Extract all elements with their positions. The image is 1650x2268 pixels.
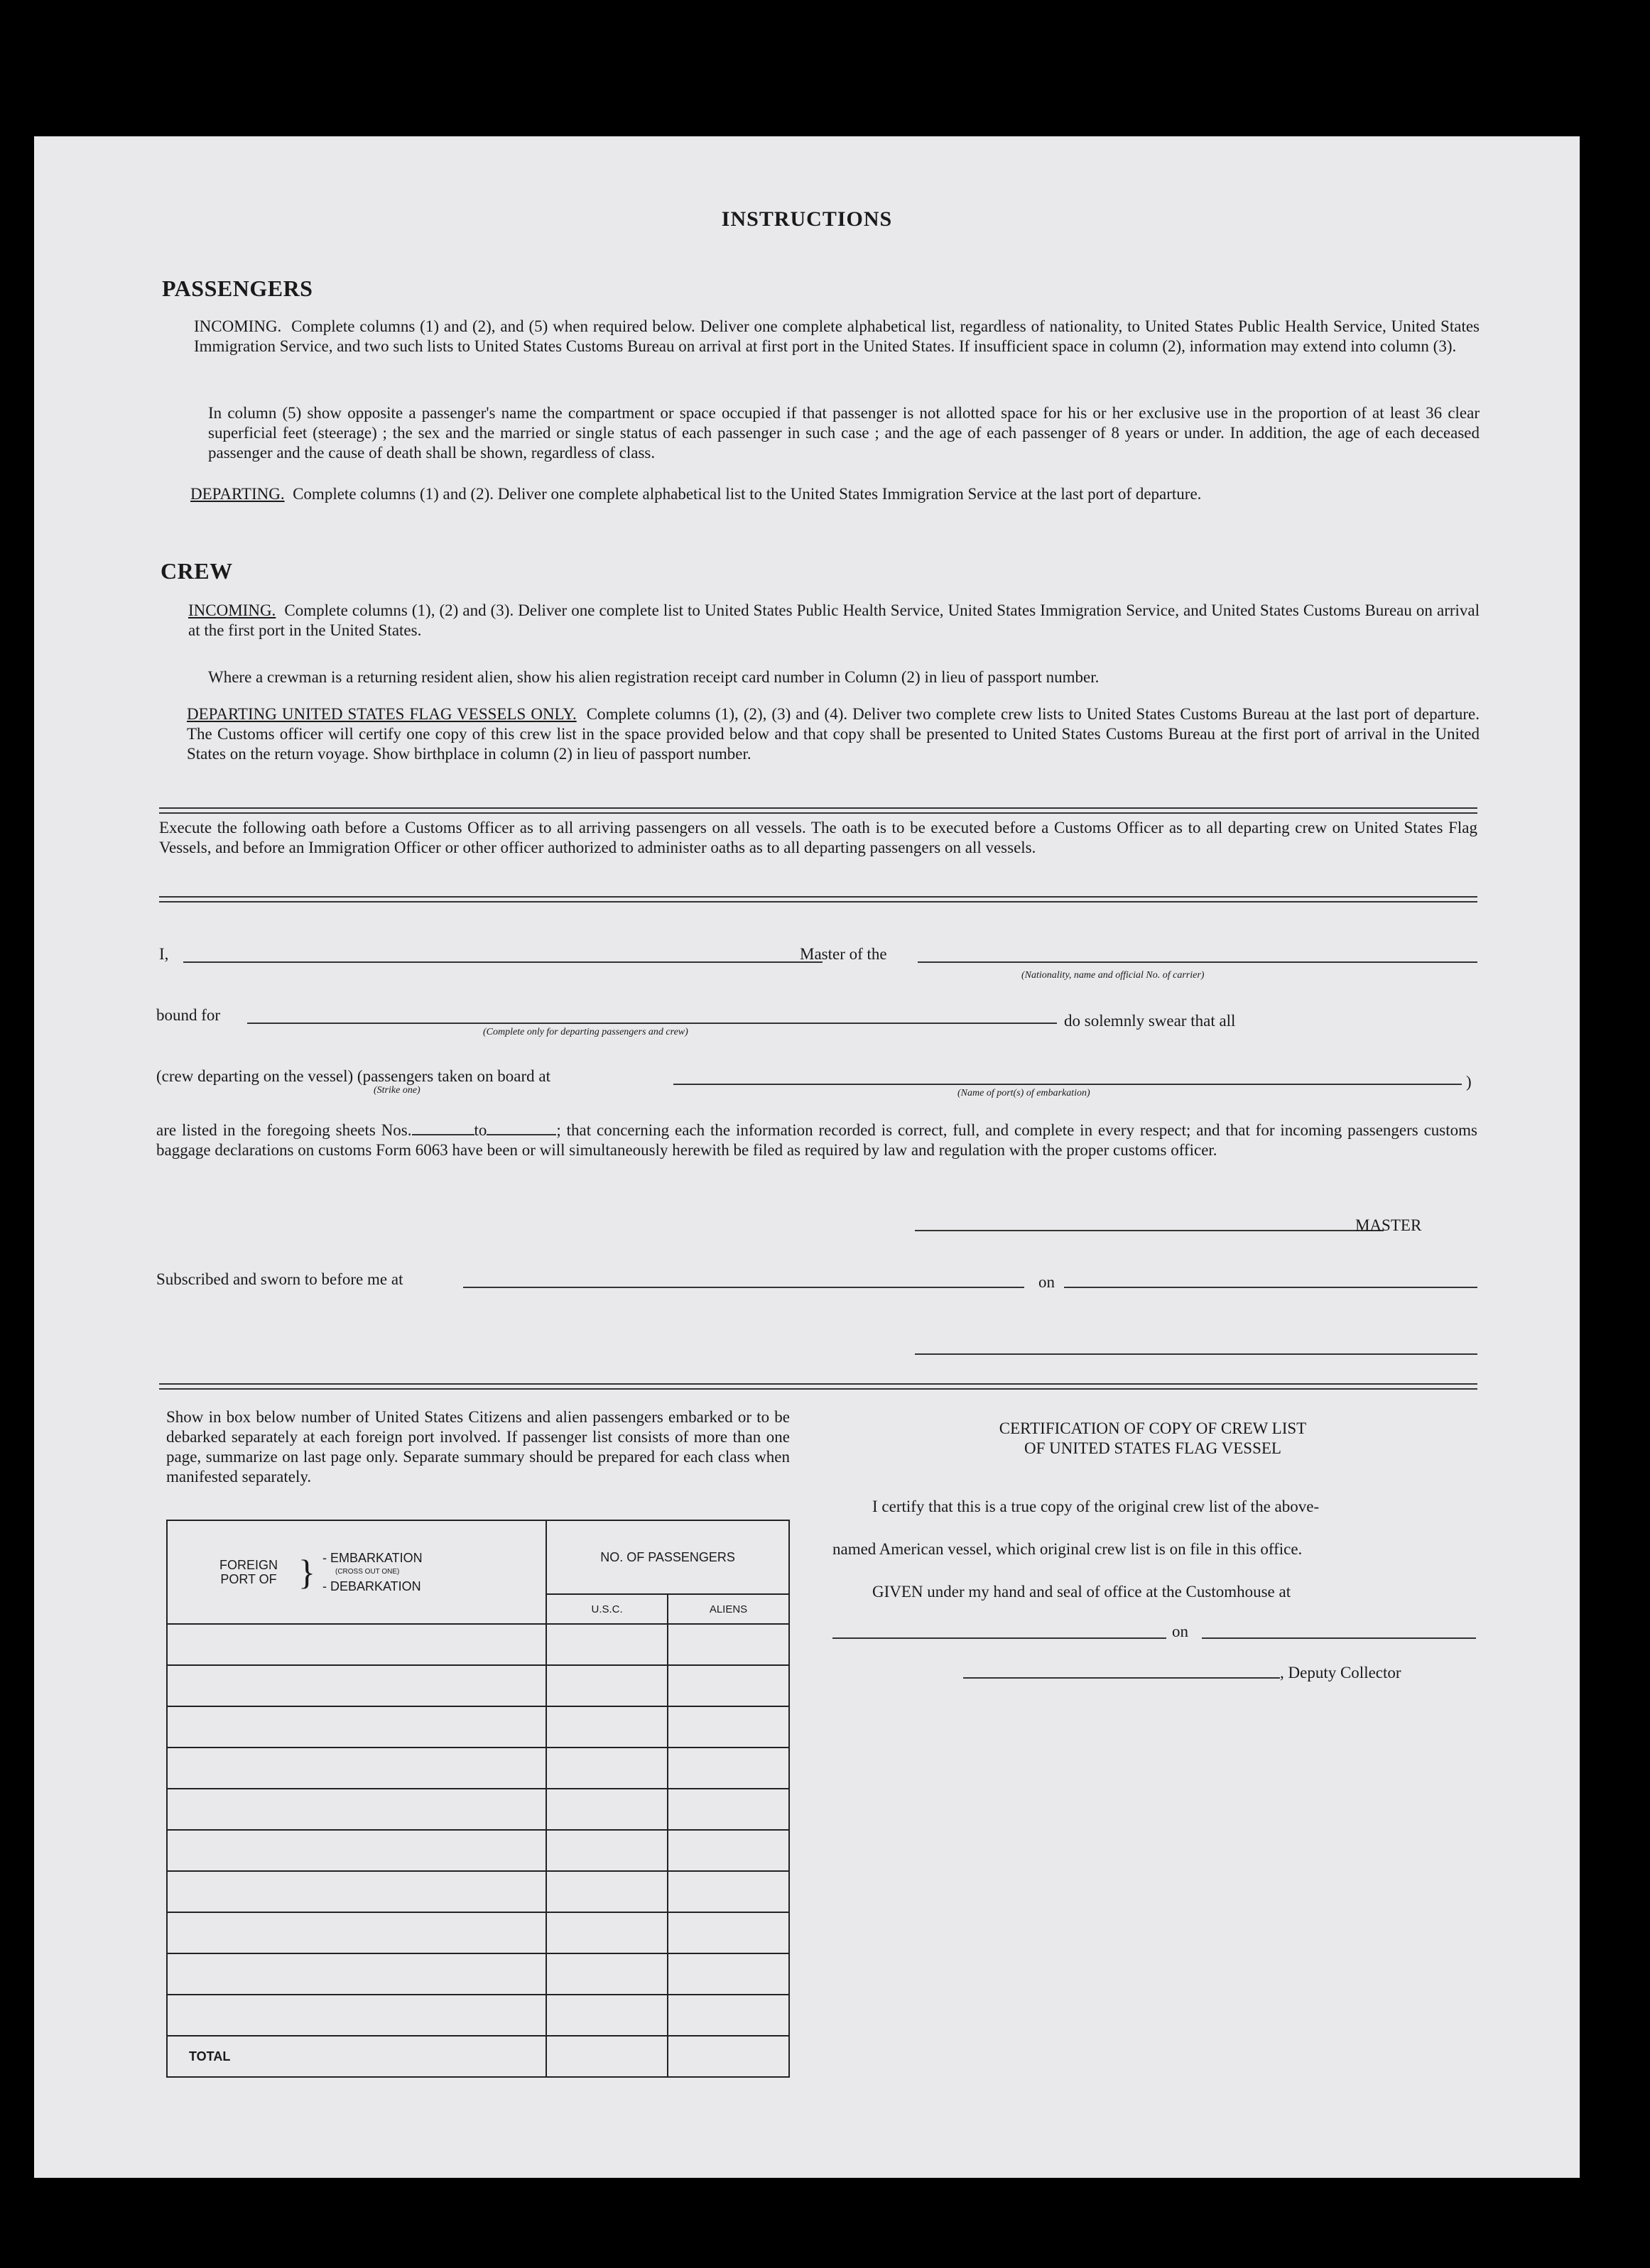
certification-title-line2: OF UNITED STATES FLAG VESSEL	[1024, 1439, 1281, 1457]
aliens-cell[interactable]	[668, 1995, 789, 2036]
oath-crew-passengers: (crew departing on the vessel) (passengers taken on board at	[156, 1067, 550, 1085]
oath-intro: Execute the following oath before a Customs Officer as to all arriving passengers on all vessels. The oath is to be executed before a Customs Officer as to all departing crew on United States Flag Vessels, and before an Immigration Officer or other officer authorized to administer oaths as to all departing passengers on all vessels.	[159, 819, 1477, 856]
table-row	[167, 1665, 789, 1706]
oath-master-of-the: Master of the	[800, 945, 887, 963]
usc-cell[interactable]	[546, 1871, 668, 1912]
usc-cell[interactable]	[546, 1995, 668, 2036]
oath-listed-a: are listed in the foregoing sheets Nos.	[156, 1121, 412, 1139]
passengers-column5: In column (5) show opposite a passenger's name the compartment or space occupied if that passenger is not allotted space for his or her exclusive use in the proportion of at least 36 clear superficial feet (steerage) ; the sex and the married or single status of each passenger in such case ; and the age of each passenger of 8 years or under. In addition, the age of each deceased passenger and the cause of death shall be shown, regardless of class.	[208, 404, 1480, 462]
port-cell[interactable]	[167, 1789, 546, 1830]
aliens-cell[interactable]	[668, 1953, 789, 1995]
debarkation-label[interactable]: - DEBARKATION	[322, 1579, 421, 1593]
aliens-cell[interactable]	[668, 1665, 789, 1706]
deputy-collector-signature-line[interactable]	[963, 1677, 1280, 1679]
embarkation-label[interactable]: - EMBARKATION	[322, 1551, 423, 1565]
certification-title-line1: CERTIFICATION OF COPY OF CREW LIST	[999, 1419, 1307, 1437]
oath-listed-b: ; that concerning each the information recorded is correct, full, and complete in every respect; and that for incoming passengers customs baggage declarations on customs Form 6063 have been or will simultaneously herewith be filed as required by law and regulation with the proper customs officer.	[156, 1121, 1477, 1159]
crew-incoming	[188, 601, 1480, 640]
crew-heading: CREW	[161, 558, 233, 584]
passengers-departing	[190, 484, 1480, 504]
aliens-header: ALIENS	[668, 1594, 789, 1624]
foreign-port-header	[167, 1520, 546, 1624]
complete-only-note: (Complete only for departing passengers and crew)	[483, 1027, 688, 1037]
certification-on: on	[1172, 1623, 1188, 1640]
usc-cell[interactable]	[546, 1665, 668, 1706]
table-row	[167, 1624, 789, 1665]
aliens-cell[interactable]	[668, 1912, 789, 1953]
passengers-departing-label: DEPARTING.	[190, 485, 285, 503]
port-cell[interactable]	[167, 1706, 546, 1748]
oath-listed	[156, 1121, 1477, 1160]
summary-instructions: Show in box below number of United States Citizens and alien passengers embarked or to be debarked separately at each foreign port involved. If passenger list consists of more than one page, summarize on last page only. Separate summary should be prepared for each class when manifested separately.	[166, 1408, 790, 1485]
port-cell[interactable]	[167, 1953, 546, 1995]
usc-cell[interactable]	[546, 1624, 668, 1665]
aliens-cell[interactable]	[668, 1789, 789, 1830]
table-row	[167, 1830, 789, 1871]
certification-title	[851, 1419, 1455, 1459]
port-cell[interactable]	[167, 1665, 546, 1706]
ports-field[interactable]	[673, 1084, 1462, 1085]
certification-text-line2: named American vessel, which original crew list is on file in this office.	[832, 1540, 1303, 1558]
usc-cell[interactable]	[546, 1953, 668, 1995]
passengers-incoming-text: Complete columns (1) and (2), and (5) when required below. Deliver one complete alphabetical list, regardless of nationality, to United States Public Health Service, United States Immigration Service, and two such lists to United States Customs Bureau on arrival at first port in the United States. If insufficient space in column (2), information may extend into column (3).	[194, 317, 1480, 355]
nationality-note: (Nationality, name and official No. of carrier)	[1021, 970, 1205, 981]
sheets-from-field[interactable]	[412, 1134, 474, 1135]
crew-departing-text: Complete columns (1), (2), (3) and (4). Deliver two complete crew lists to United States Customs Bureau at the last port of departure. The Customs officer will certify one copy of this crew list in the space provided below and that copy shall be presented to United States Customs Bureau at the first port of arrival in the United States on the return voyage. Show birthplace in column (2) in lieu of passport number.	[187, 705, 1480, 763]
cross-out-note: (CROSS OUT ONE)	[335, 1568, 400, 1576]
crew-departing-label: DEPARTING UNITED STATES FLAG VESSELS ONLY.	[187, 705, 577, 723]
total-label: TOTAL	[167, 2036, 546, 2077]
sworn-place-field[interactable]	[463, 1287, 1024, 1288]
foreign-port-label: FOREIGN PORT OF	[219, 1558, 278, 1586]
table-row	[167, 1953, 789, 1995]
aliens-cell[interactable]	[668, 1748, 789, 1789]
strike-one-note: (Strike one)	[374, 1085, 420, 1096]
port-cell[interactable]	[167, 1624, 546, 1665]
ports-note: (Name of port(s) of embarkation)	[957, 1088, 1090, 1098]
usc-cell[interactable]	[546, 1912, 668, 1953]
certification-date-field[interactable]	[1202, 1637, 1476, 1639]
table-row	[167, 1706, 789, 1748]
sheets-to-field[interactable]	[487, 1134, 556, 1135]
usc-header: U.S.C.	[546, 1594, 668, 1624]
oath-close-paren: )	[1466, 1073, 1472, 1091]
port-cell[interactable]	[167, 1912, 546, 1953]
brace-icon: }	[298, 1552, 315, 1592]
officer-signature-line[interactable]	[915, 1353, 1477, 1355]
certification-given: GIVEN under my hand and seal of office at the Customhouse at	[872, 1583, 1291, 1601]
divider	[159, 896, 1477, 903]
oath-listed-to: to	[474, 1121, 487, 1139]
port-cell[interactable]	[167, 1830, 546, 1871]
port-cell[interactable]	[167, 1995, 546, 2036]
crew-incoming-label: INCOMING.	[188, 601, 276, 619]
table-row	[167, 1871, 789, 1912]
oath-solemnly: do solemnly swear that all	[1064, 1012, 1236, 1030]
table-row	[167, 1995, 789, 2036]
usc-cell[interactable]	[546, 1706, 668, 1748]
aliens-cell[interactable]	[668, 1624, 789, 1665]
page-title: INSTRUCTIONS	[721, 207, 893, 231]
carrier-field[interactable]	[918, 961, 1477, 963]
passenger-summary-table	[166, 1520, 790, 2078]
certification-deputy: , Deputy Collector	[1280, 1664, 1401, 1681]
crew-resident: Where a crewman is a returning resident alien, show his alien registration receipt card number in Column (2) in lieu of passport number.	[208, 668, 1100, 686]
total-usc-cell[interactable]	[546, 2036, 668, 2077]
oath-master-label: MASTER	[1355, 1216, 1422, 1234]
summary-rows	[167, 1624, 789, 2036]
usc-cell[interactable]	[546, 1789, 668, 1830]
oath-subscribed: Subscribed and sworn to before me at	[156, 1270, 403, 1288]
oath-bound-for: bound for	[156, 1006, 221, 1024]
form-page	[34, 136, 1580, 2178]
aliens-cell[interactable]	[668, 1830, 789, 1871]
table-row	[167, 1912, 789, 1953]
crew-departing	[187, 704, 1480, 764]
bound-for-field[interactable]	[247, 1023, 1057, 1024]
certification-text-line1: I certify that this is a true copy of the original crew list of the above-	[872, 1498, 1320, 1515]
passengers-departing-text: Complete columns (1) and (2). Deliver one complete alphabetical list to the United States Immigration Service at the last port of departure.	[293, 485, 1202, 503]
passengers-incoming-label: INCOMING.	[194, 317, 282, 335]
port-cell[interactable]	[167, 1748, 546, 1789]
usc-cell[interactable]	[546, 1830, 668, 1871]
passengers-heading: PASSENGERS	[162, 276, 313, 301]
aliens-cell[interactable]	[668, 1706, 789, 1748]
master-signature-line[interactable]	[915, 1230, 1384, 1231]
customhouse-field[interactable]	[832, 1637, 1166, 1639]
table-row	[167, 1748, 789, 1789]
port-cell[interactable]	[167, 1871, 546, 1912]
table-row	[167, 1789, 789, 1830]
oath-on: on	[1038, 1273, 1055, 1291]
no-of-passengers-header: NO. OF PASSENGERS	[546, 1520, 789, 1594]
divider	[159, 807, 1477, 814]
master-name-field[interactable]	[183, 961, 823, 963]
passengers-incoming	[194, 317, 1480, 356]
oath-i: I,	[159, 945, 169, 963]
divider	[159, 1383, 1477, 1390]
aliens-cell[interactable]	[668, 1871, 789, 1912]
total-aliens-cell[interactable]	[668, 2036, 789, 2077]
crew-incoming-text: Complete columns (1), (2) and (3). Deliver one complete list to United States Public Health Service, United States Immigration Service, and United States Customs Bureau on arrival at the first port in the United States.	[188, 601, 1480, 639]
sworn-date-field[interactable]	[1064, 1287, 1477, 1288]
usc-cell[interactable]	[546, 1748, 668, 1789]
